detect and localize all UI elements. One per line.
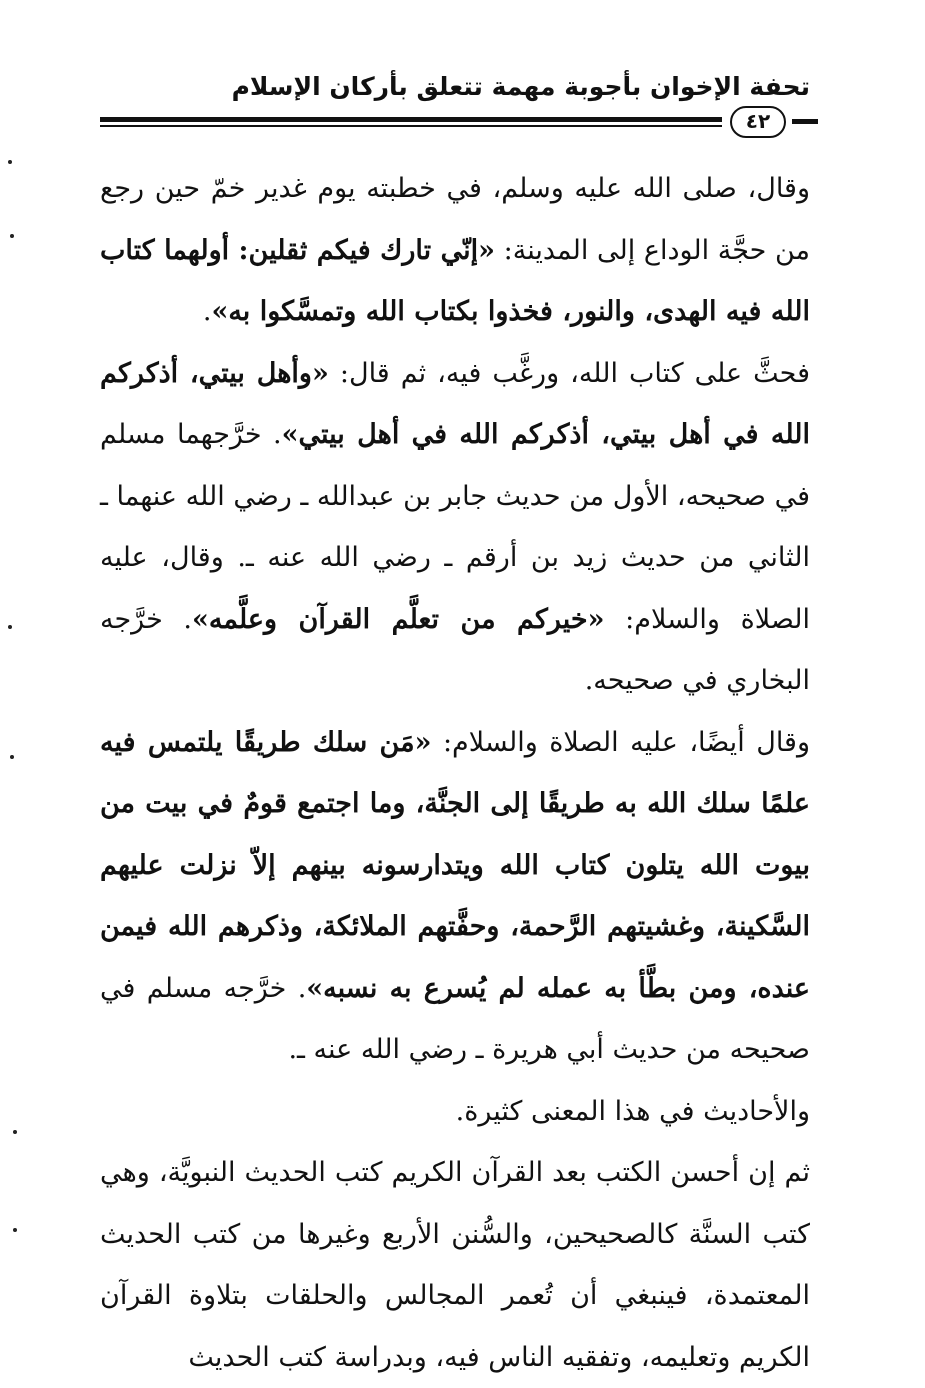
scan-speck — [13, 1228, 17, 1232]
scan-speck — [10, 234, 14, 238]
paragraph — [100, 343, 810, 712]
running-title: تحفة الإخوان بأجوبة مهمة تتعلق بأركان الإسلام — [231, 72, 810, 101]
scan-speck — [13, 1130, 17, 1134]
header-rule-thin — [100, 125, 722, 127]
paragraph — [100, 712, 810, 1081]
page-header — [100, 66, 820, 146]
scan-speck — [10, 755, 14, 759]
paragraph — [100, 158, 810, 343]
text-run: . خرَّجهما مسلم في صحيحه، الأول من حديث جابر بن عبدالله ـ رضي الله عنهما ـ الثاني من حديث زيد بن أرقم ـ رضي الله عنه ـ. وقال، عليه الصلاة والسلام: — [100, 419, 810, 635]
body-text — [100, 158, 810, 1388]
paragraph — [100, 1081, 810, 1143]
text-run: وقال، صلى الله عليه وسلم، في خطبته يوم غدير خمّ حين رجع من حجَّة الوداع إلى المدينة: — [100, 173, 810, 266]
text-run: وقال أيضًا، عليه الصلاة والسلام: — [431, 726, 810, 758]
hadith-quote: «وأهل بيتي، أذكركم الله في أهل بيتي، أذكركم الله في أهل بيتي» — [100, 357, 811, 450]
text-run: . خرَّجه مسلم في صحيحه من حديث أبي هريرة ـ رضي الله عنه ـ. — [100, 972, 810, 1065]
hadith-quote: «إنّي تارك فيكم ثقلين: أولهما كتاب الله فيه الهدى، والنور، فخذوا بكتاب الله وتمسَّكوا به» — [100, 234, 810, 327]
text-run: . — [202, 296, 212, 327]
header-rule-dash — [792, 119, 818, 124]
text-run: . خرَّجه البخاري في صحيحه. — [100, 603, 810, 696]
paragraph — [100, 1142, 810, 1388]
text-run: ثم إن أحسن الكتب بعد القرآن الكريم كتب الحديث النبويَّة، وهي كتب السنَّة كالصحيحين، والسُّنن الأربع وغيرها من كتب الحديث المعتمدة، فينبغي أن تُعمر المجالس والحلقات بتلاوة القرآن الكريم وتعليمه، وتفقيه الناس فيه، وبدراسة كتب الحديث — [100, 1157, 810, 1373]
hadith-quote: «مَن سلك طريقًا يلتمس فيه علمًا سلك الله به طريقًا إلى الجنَّة، وما اجتمع قومٌ في بيت من بيوت الله يتلون كتاب الله ويتدارسونه بينهم إلاّ نزلت عليهم السَّكينة، وغشيتهم الرَّحمة، وحفَّتهم الملائكة، وذكرهم الله فيمن عنده، ومن بطَّأ به عمله لم يُسرع به نسبه» — [100, 726, 810, 1004]
scan-speck — [8, 625, 12, 629]
text-run: فحثَّ على كتاب الله، ورغَّب فيه، ثم قال: — [328, 357, 810, 389]
hadith-quote: «خيركم من تعلَّم القرآن وعلَّمه» — [192, 603, 605, 635]
header-rule-thick — [100, 117, 722, 122]
text-run: والأحاديث في هذا المعنى كثيرة. — [455, 1095, 810, 1127]
page-number: ٤٢ — [730, 106, 786, 138]
scan-speck — [8, 160, 12, 164]
